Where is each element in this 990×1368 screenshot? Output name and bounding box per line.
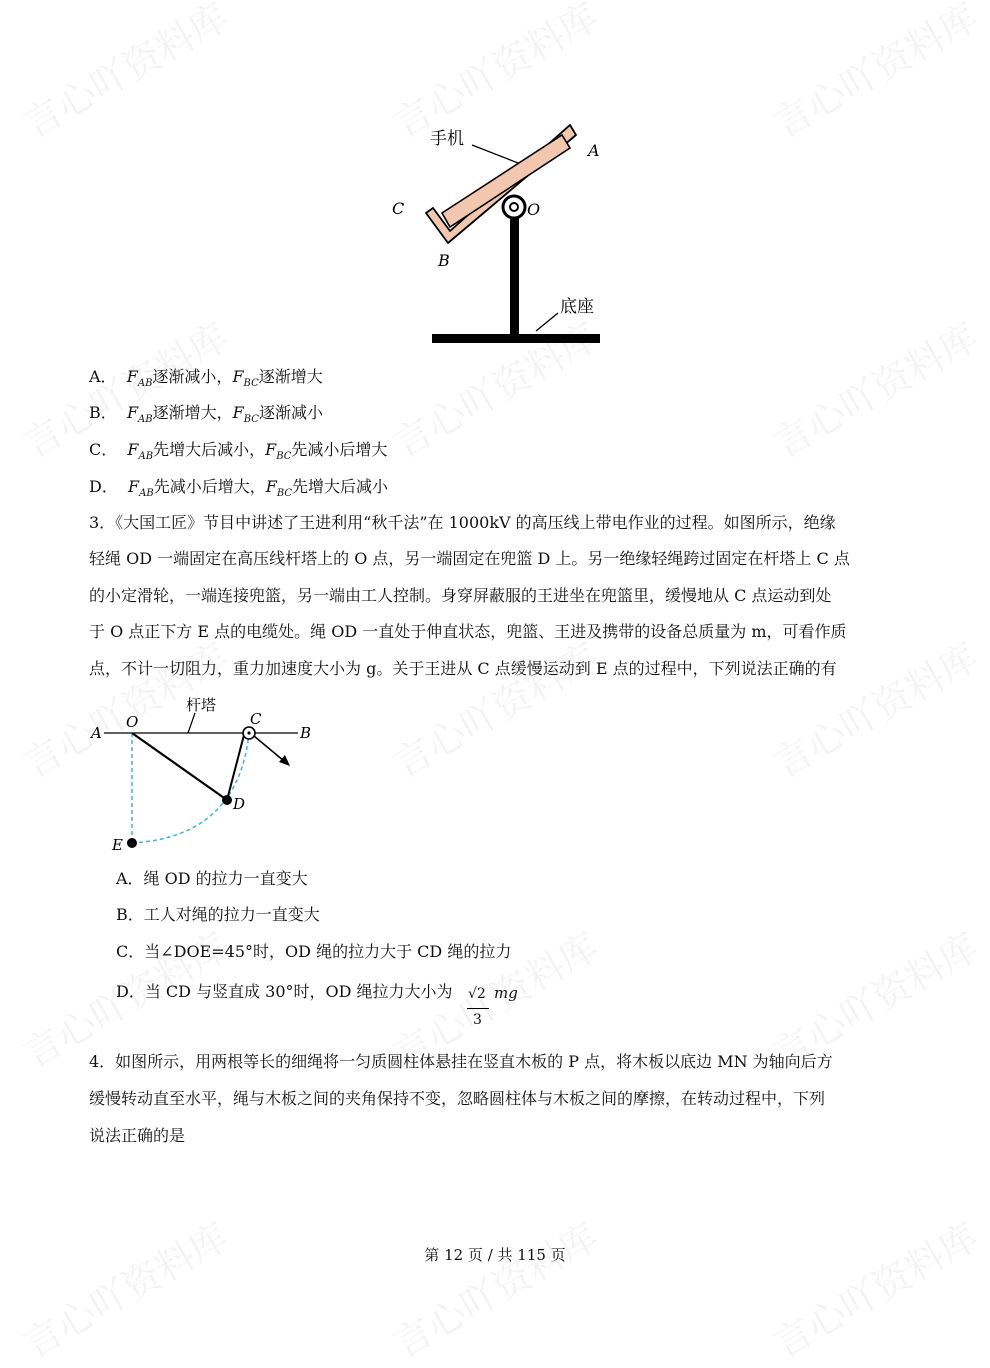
label-A: A	[91, 724, 102, 742]
hinge-inner	[510, 203, 518, 211]
fraction-bar	[467, 1008, 489, 1009]
label-E: E	[112, 836, 123, 854]
q3-line-4: 于 O 点正下方 E 点的电缆处。绳 OD 一直处于伸直状态，兜篮、王进及携带的设备总质量为 m，可看作质	[89, 622, 847, 641]
q3-option-d: D．当 CD 与竖直成 30°时，OD 绳拉力大小为	[116, 982, 453, 1001]
q3-option-b: B．工人对绳的拉力一直变大	[116, 905, 320, 924]
rope-worker	[254, 736, 284, 761]
phone-label: 手机	[430, 129, 464, 149]
tower-label: 杆塔	[186, 696, 217, 714]
stand-post	[510, 213, 519, 337]
dashed-arc	[132, 733, 249, 843]
label-B: B	[438, 251, 450, 270]
q3-line-1: 3．《大国工匠》节目中讲述了王进利用“秋千法”在 1000kV 的高压线上带电作业的过程。如图所示，绝缘	[89, 513, 836, 532]
fraction-unit: mg	[494, 984, 518, 1002]
phone-holder-figure	[380, 115, 620, 355]
point-D	[222, 795, 232, 805]
label-C: C	[250, 710, 262, 728]
q4-line-2: 缓慢转动直至水平，绳与木板之间的夹角保持不变，忽略圆柱体与木板之间的摩擦，在转动过程中，下列	[89, 1089, 826, 1108]
watermark	[762, 627, 987, 789]
label-O: O	[126, 713, 139, 731]
watermark	[762, 0, 987, 148]
q3-line-2: 轻绳 OD 一端固定在高压线杆塔上的 O 点，另一端固定在兜篮 D 上。另一绝缘轻绳跨过固定在杆塔上 C 点	[89, 549, 850, 568]
arrow-head	[279, 755, 290, 766]
rope-OD	[132, 733, 227, 800]
watermark	[382, 627, 607, 789]
fraction-numerator: √2	[468, 986, 486, 1002]
label-O: O	[527, 200, 541, 219]
watermark	[382, 1207, 607, 1368]
tower-figure	[88, 692, 328, 862]
label-A: A	[588, 141, 600, 160]
point-E	[127, 838, 137, 848]
q2-option-a: A． $F_{AB}$逐渐减小，$F_{BC}$逐渐增大	[89, 367, 323, 390]
label-C: C	[392, 199, 405, 218]
watermark	[762, 1207, 987, 1368]
label-D: D	[233, 795, 246, 813]
q2-option-d: D． $F_{AB}$先减小后增大，$F_{BC}$先增大后减小	[89, 477, 389, 500]
watermark	[12, 0, 237, 148]
label-B: B	[300, 724, 312, 742]
q4-line-1: 4．如图所示，用两根等长的细绳将一匀质圆柱体悬挂在竖直木板的 P 点，将木板以底边 MN 为轴向后方	[89, 1052, 833, 1071]
phone-leader-line	[472, 145, 518, 163]
tower-leader-line	[188, 713, 195, 733]
q3-option-c: C．当∠DOE=45°时，OD 绳的拉力大于 CD 绳的拉力	[116, 942, 512, 961]
q2-option-c: C． $F_{AB}$先增大后减小，$F_{BC}$先减小后增大	[89, 440, 388, 463]
q4-line-3: 说法正确的是	[89, 1126, 186, 1145]
pulley-center	[247, 731, 250, 734]
q3-line-5: 点，不计一切阻力，重力加速度大小为 g。关于王进从 C 点缓慢运动到 E 点的过程中，下列说法正确的有	[89, 659, 837, 678]
q3-line-3: 的小定滑轮，一端连接兜篮，另一端由工人控制。身穿屏蔽服的王进坐在兜篮里，缓慢地从 C 点运动到处	[89, 586, 832, 605]
watermark	[12, 1207, 237, 1368]
base-label: 底座	[560, 297, 594, 317]
q2-option-b: B． $F_{AB}$逐渐增大，$F_{BC}$逐渐减小	[89, 403, 323, 426]
q3-option-a: A．绳 OD 的拉力一直变大	[116, 869, 308, 888]
fraction-denominator: 3	[473, 1012, 482, 1028]
page-footer: 第 12 页 / 共 115 页	[424, 1246, 566, 1264]
base-leader-line	[536, 313, 558, 331]
watermark	[762, 307, 987, 469]
